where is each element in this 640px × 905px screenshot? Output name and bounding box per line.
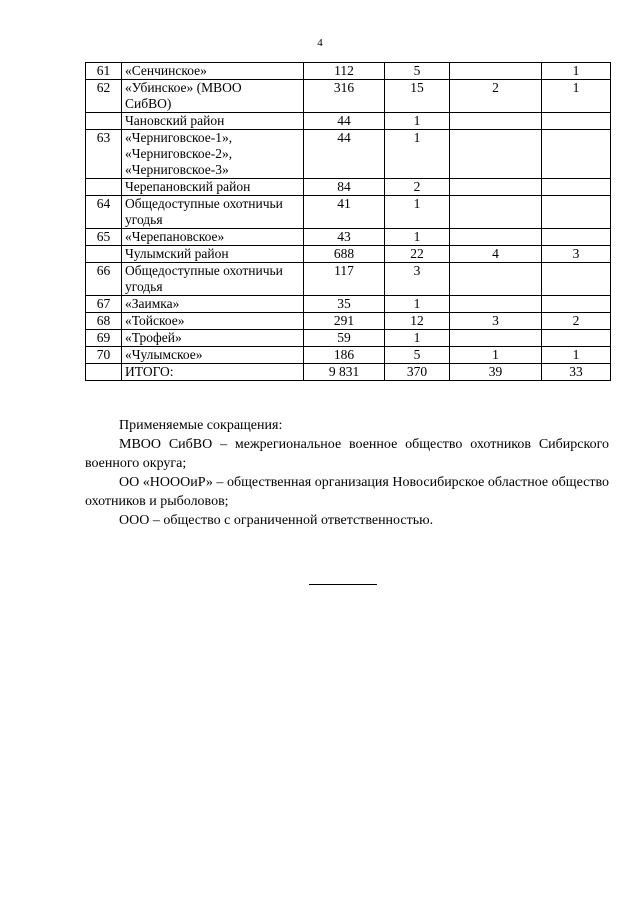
value-cell-4 — [542, 196, 611, 229]
value-cell-4 — [542, 263, 611, 296]
row-number-cell: 69 — [86, 330, 122, 347]
value-cell-2: 370 — [385, 364, 450, 381]
table-row — [86, 364, 611, 381]
abbreviations-heading: Применяемые сокращения: — [119, 418, 283, 433]
value-cell-2: 3 — [385, 263, 450, 296]
value-cell-4: 33 — [542, 364, 611, 381]
value-cell-2: 2 — [385, 179, 450, 196]
table-row — [86, 130, 611, 179]
row-number-cell: 70 — [86, 347, 122, 364]
value-cell-1: 186 — [304, 347, 385, 364]
ground-name-cell: Чановский район — [122, 113, 304, 130]
value-cell-1: 84 — [304, 179, 385, 196]
value-cell-1: 59 — [304, 330, 385, 347]
value-cell-3: 3 — [450, 313, 542, 330]
value-cell-4 — [542, 179, 611, 196]
page-number: 4 — [317, 37, 323, 49]
value-cell-4: 1 — [542, 347, 611, 364]
row-number-cell: 67 — [86, 296, 122, 313]
value-cell-3: 1 — [450, 347, 542, 364]
row-number-cell — [86, 113, 122, 130]
ground-name-cell: Общедоступные охотничьи угодья — [122, 263, 304, 296]
row-number-cell: 63 — [86, 130, 122, 179]
ground-name-cell: «Чулымское» — [122, 347, 304, 364]
value-cell-4 — [542, 330, 611, 347]
value-cell-3 — [450, 130, 542, 179]
value-cell-1: 688 — [304, 246, 385, 263]
value-cell-4 — [542, 130, 611, 179]
value-cell-2: 12 — [385, 313, 450, 330]
value-cell-2: 5 — [385, 347, 450, 364]
row-number-cell — [86, 364, 122, 381]
value-cell-1: 44 — [304, 113, 385, 130]
row-number-cell: 61 — [86, 63, 122, 80]
abbreviation-item: ООО – общество с ограниченной ответственностью. — [119, 513, 434, 528]
value-cell-3 — [450, 113, 542, 130]
value-cell-1: 41 — [304, 196, 385, 229]
abbreviation-item: МВОО СибВО – межрегиональное военное общество охотников Сибирского военного округа; — [85, 437, 609, 471]
table-row — [86, 296, 611, 313]
ground-name-cell: «Черепановское» — [122, 229, 304, 246]
value-cell-3 — [450, 263, 542, 296]
end-divider — [309, 584, 377, 585]
value-cell-2: 1 — [385, 113, 450, 130]
row-number-cell: 62 — [86, 80, 122, 113]
value-cell-4 — [542, 296, 611, 313]
row-number-cell: 65 — [86, 229, 122, 246]
value-cell-1: 117 — [304, 263, 385, 296]
value-cell-1: 9 831 — [304, 364, 385, 381]
value-cell-4 — [542, 113, 611, 130]
table-row — [86, 263, 611, 296]
table-row — [86, 347, 611, 364]
table-row — [86, 313, 611, 330]
ground-name-cell: «Черниговское-1», «Черниговское-2», «Черниговское-3» — [122, 130, 304, 179]
value-cell-4: 2 — [542, 313, 611, 330]
ground-name-cell: «Тойское» — [122, 313, 304, 330]
value-cell-4 — [542, 229, 611, 246]
value-cell-2: 15 — [385, 80, 450, 113]
value-cell-4: 3 — [542, 246, 611, 263]
table-row — [86, 80, 611, 113]
table-row — [86, 330, 611, 347]
abbreviation-item: ОО «НОООиР» – общественная организация Новосибирское областное общество охотников и рыболовов; — [85, 475, 609, 509]
ground-name-cell: «Заимка» — [122, 296, 304, 313]
value-cell-1: 316 — [304, 80, 385, 113]
value-cell-3: 39 — [450, 364, 542, 381]
table-row — [86, 229, 611, 246]
row-number-cell: 68 — [86, 313, 122, 330]
table-row — [86, 113, 611, 130]
value-cell-3 — [450, 63, 542, 80]
ground-name-cell: «Убинское» (МВОО СибВО) — [122, 80, 304, 113]
value-cell-1: 291 — [304, 313, 385, 330]
row-number-cell — [86, 179, 122, 196]
value-cell-3 — [450, 229, 542, 246]
table-row — [86, 196, 611, 229]
value-cell-1: 112 — [304, 63, 385, 80]
value-cell-4: 1 — [542, 63, 611, 80]
table-row — [86, 63, 611, 80]
value-cell-3 — [450, 179, 542, 196]
row-number-cell: 66 — [86, 263, 122, 296]
value-cell-2: 1 — [385, 330, 450, 347]
ground-name-cell: Общедоступные охотничьи угодья — [122, 196, 304, 229]
ground-name-cell: «Сенчинское» — [122, 63, 304, 80]
row-number-cell: 64 — [86, 196, 122, 229]
value-cell-3 — [450, 196, 542, 229]
value-cell-2: 5 — [385, 63, 450, 80]
value-cell-1: 43 — [304, 229, 385, 246]
ground-name-cell: «Трофей» — [122, 330, 304, 347]
value-cell-2: 1 — [385, 296, 450, 313]
value-cell-3: 4 — [450, 246, 542, 263]
table-row — [86, 246, 611, 263]
ground-name-cell: Черепановский район — [122, 179, 304, 196]
value-cell-2: 1 — [385, 229, 450, 246]
value-cell-4: 1 — [542, 80, 611, 113]
value-cell-2: 22 — [385, 246, 450, 263]
value-cell-3 — [450, 330, 542, 347]
value-cell-3 — [450, 296, 542, 313]
table-row — [86, 179, 611, 196]
hunting-grounds-table — [85, 62, 611, 381]
value-cell-1: 44 — [304, 130, 385, 179]
value-cell-2: 1 — [385, 196, 450, 229]
row-number-cell — [86, 246, 122, 263]
ground-name-cell: ИТОГО: — [122, 364, 304, 381]
value-cell-1: 35 — [304, 296, 385, 313]
ground-name-cell: Чулымский район — [122, 246, 304, 263]
abbreviations-section — [85, 416, 609, 530]
value-cell-2: 1 — [385, 130, 450, 179]
value-cell-3: 2 — [450, 80, 542, 113]
